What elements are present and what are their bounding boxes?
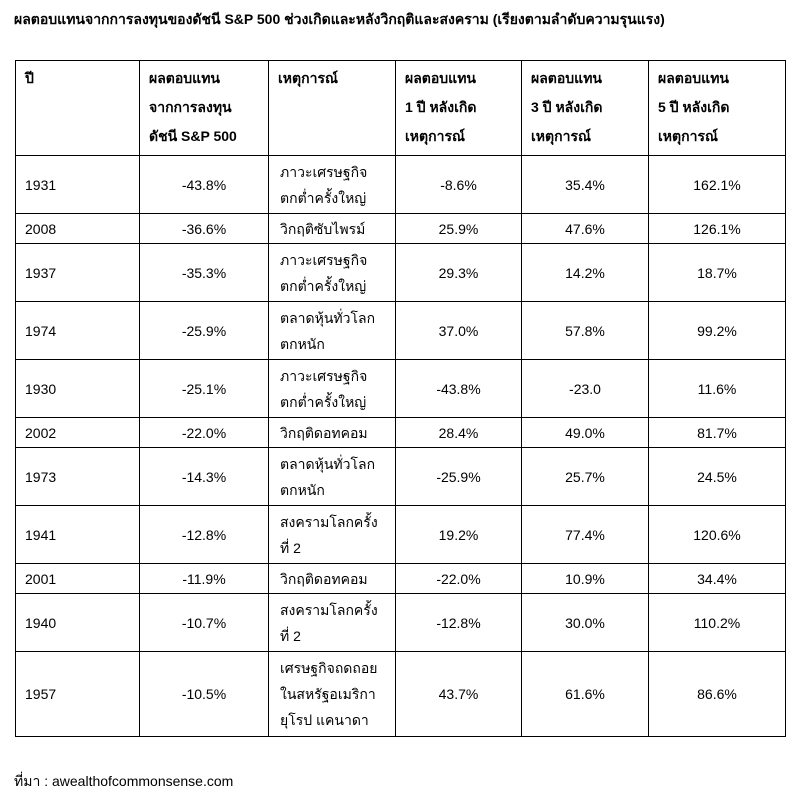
event-line: ตกหนัก <box>280 481 325 498</box>
year-cell: 1937 <box>16 244 140 302</box>
table-row <box>16 360 786 418</box>
year-cell: 2008 <box>16 214 140 244</box>
three-year-return-cell: 49.0% <box>522 418 649 448</box>
header-year <box>16 61 140 156</box>
table-row <box>16 214 786 244</box>
table-row <box>16 594 786 652</box>
sp500-return-cell: -35.3% <box>140 244 269 302</box>
header-line: จากการลงทุน <box>149 99 232 115</box>
table-body <box>16 156 786 737</box>
header-line: 5 ปี หลังเกิด <box>658 99 730 115</box>
one-year-return-cell: -22.0% <box>396 564 522 594</box>
sp500-return-cell: -10.5% <box>140 652 269 737</box>
sp500-return-cell: -22.0% <box>140 418 269 448</box>
header-5y-return <box>649 61 786 156</box>
table-row <box>16 156 786 214</box>
three-year-return-cell: 35.4% <box>522 156 649 214</box>
year-cell: 1940 <box>16 594 140 652</box>
three-year-return-cell: 77.4% <box>522 506 649 564</box>
event-line: วิกฤติดอทคอม <box>280 424 368 441</box>
table-row <box>16 418 786 448</box>
header-line: 1 ปี หลังเกิด <box>405 99 477 115</box>
table-header <box>16 61 786 156</box>
year-cell: 1930 <box>16 360 140 418</box>
table-row <box>16 448 786 506</box>
one-year-return-cell: 19.2% <box>396 506 522 564</box>
sp500-return-cell: -43.8% <box>140 156 269 214</box>
header-3y-return <box>522 61 649 156</box>
header-line: ผลตอบแทน <box>405 70 476 86</box>
five-year-return-cell: 86.6% <box>649 652 786 737</box>
header-line: ผลตอบแทน <box>149 70 220 86</box>
header-1y-return <box>396 61 522 156</box>
one-year-return-cell: 43.7% <box>396 652 522 737</box>
five-year-return-cell: 81.7% <box>649 418 786 448</box>
event-line: ภาวะเศรษฐกิจ <box>280 251 368 268</box>
header-event <box>269 61 396 156</box>
event-cell <box>269 360 396 418</box>
returns-table <box>15 60 786 737</box>
event-line: ที่ 2 <box>280 627 301 644</box>
event-cell <box>269 244 396 302</box>
event-line: ที่ 2 <box>280 539 301 556</box>
sp500-return-cell: -12.8% <box>140 506 269 564</box>
three-year-return-cell: 14.2% <box>522 244 649 302</box>
three-year-return-cell: 25.7% <box>522 448 649 506</box>
event-line: สงครามโลกครั้ง <box>280 601 378 618</box>
sp500-return-cell: -25.9% <box>140 302 269 360</box>
three-year-return-cell: 30.0% <box>522 594 649 652</box>
event-cell <box>269 418 396 448</box>
year-cell: 1941 <box>16 506 140 564</box>
one-year-return-cell: -12.8% <box>396 594 522 652</box>
one-year-return-cell: 29.3% <box>396 244 522 302</box>
event-cell <box>269 302 396 360</box>
three-year-return-cell: 10.9% <box>522 564 649 594</box>
event-cell <box>269 564 396 594</box>
one-year-return-cell: -25.9% <box>396 448 522 506</box>
header-line: 3 ปี หลังเกิด <box>531 99 603 115</box>
event-cell <box>269 214 396 244</box>
event-line: วิกฤติซับไพรม์ <box>280 220 366 237</box>
event-cell <box>269 506 396 564</box>
header-line: เหตุการณ์ <box>658 128 718 144</box>
event-line: ตลาดหุ้นทั่วโลก <box>280 309 376 326</box>
event-line: ตกต่ำครั้งใหญ่ <box>280 277 367 294</box>
event-cell <box>269 594 396 652</box>
five-year-return-cell: 18.7% <box>649 244 786 302</box>
one-year-return-cell: -8.6% <box>396 156 522 214</box>
event-line: ตลาดหุ้นทั่วโลก <box>280 455 376 472</box>
one-year-return-cell: 37.0% <box>396 302 522 360</box>
event-line: ตกต่ำครั้งใหญ่ <box>280 393 367 410</box>
year-cell: 1931 <box>16 156 140 214</box>
sp500-return-cell: -14.3% <box>140 448 269 506</box>
header-line: เหตุการณ์ <box>405 128 465 144</box>
table-row <box>16 244 786 302</box>
event-line: ภาวะเศรษฐกิจ <box>280 367 368 384</box>
event-cell <box>269 156 396 214</box>
one-year-return-cell: -43.8% <box>396 360 522 418</box>
event-cell <box>269 652 396 737</box>
header-line: เหตุการณ์ <box>278 70 338 86</box>
page-title: ผลตอบแทนจากการลงทุนของดัชนี S&P 500 ช่วงเกิดและหลังวิกฤติและสงคราม (เรียงตามลำดับความรุนแรง) <box>14 11 665 27</box>
five-year-return-cell: 110.2% <box>649 594 786 652</box>
event-line: ยุโรป แคนาดา <box>280 712 369 728</box>
event-line: ตกหนัก <box>280 335 325 352</box>
event-line: ตกต่ำครั้งใหญ่ <box>280 189 367 206</box>
sp500-return-cell: -36.6% <box>140 214 269 244</box>
header-line: ดัชนี S&P 500 <box>149 128 237 144</box>
sp500-return-cell: -11.9% <box>140 564 269 594</box>
one-year-return-cell: 25.9% <box>396 214 522 244</box>
sp500-return-cell: -25.1% <box>140 360 269 418</box>
year-cell: 2001 <box>16 564 140 594</box>
header-line: ปี <box>25 70 34 86</box>
five-year-return-cell: 126.1% <box>649 214 786 244</box>
three-year-return-cell: 61.6% <box>522 652 649 737</box>
header-line: เหตุการณ์ <box>531 128 591 144</box>
header-row <box>16 61 786 156</box>
three-year-return-cell: 47.6% <box>522 214 649 244</box>
three-year-return-cell: -23.0 <box>522 360 649 418</box>
five-year-return-cell: 24.5% <box>649 448 786 506</box>
year-cell: 1973 <box>16 448 140 506</box>
year-cell: 1974 <box>16 302 140 360</box>
event-line: เศรษฐกิจถดถอย <box>280 660 378 676</box>
event-line: ในสหรัฐอเมริกา <box>280 686 376 702</box>
five-year-return-cell: 162.1% <box>649 156 786 214</box>
header-line: ผลตอบแทน <box>658 70 729 86</box>
three-year-return-cell: 57.8% <box>522 302 649 360</box>
five-year-return-cell: 99.2% <box>649 302 786 360</box>
event-line: สงครามโลกครั้ง <box>280 513 378 530</box>
header-line: ผลตอบแทน <box>531 70 602 86</box>
table-row <box>16 302 786 360</box>
five-year-return-cell: 120.6% <box>649 506 786 564</box>
year-cell: 2002 <box>16 418 140 448</box>
source-citation: ที่มา : awealthofcommonsense.com <box>14 773 234 789</box>
event-line: ภาวะเศรษฐกิจ <box>280 163 368 180</box>
table-row <box>16 564 786 594</box>
sp500-return-cell: -10.7% <box>140 594 269 652</box>
table-row <box>16 506 786 564</box>
event-line: วิกฤติดอทคอม <box>280 570 368 587</box>
five-year-return-cell: 11.6% <box>649 360 786 418</box>
event-cell <box>269 448 396 506</box>
year-cell: 1957 <box>16 652 140 737</box>
header-sp500-return <box>140 61 269 156</box>
five-year-return-cell: 34.4% <box>649 564 786 594</box>
one-year-return-cell: 28.4% <box>396 418 522 448</box>
table-row <box>16 652 786 737</box>
